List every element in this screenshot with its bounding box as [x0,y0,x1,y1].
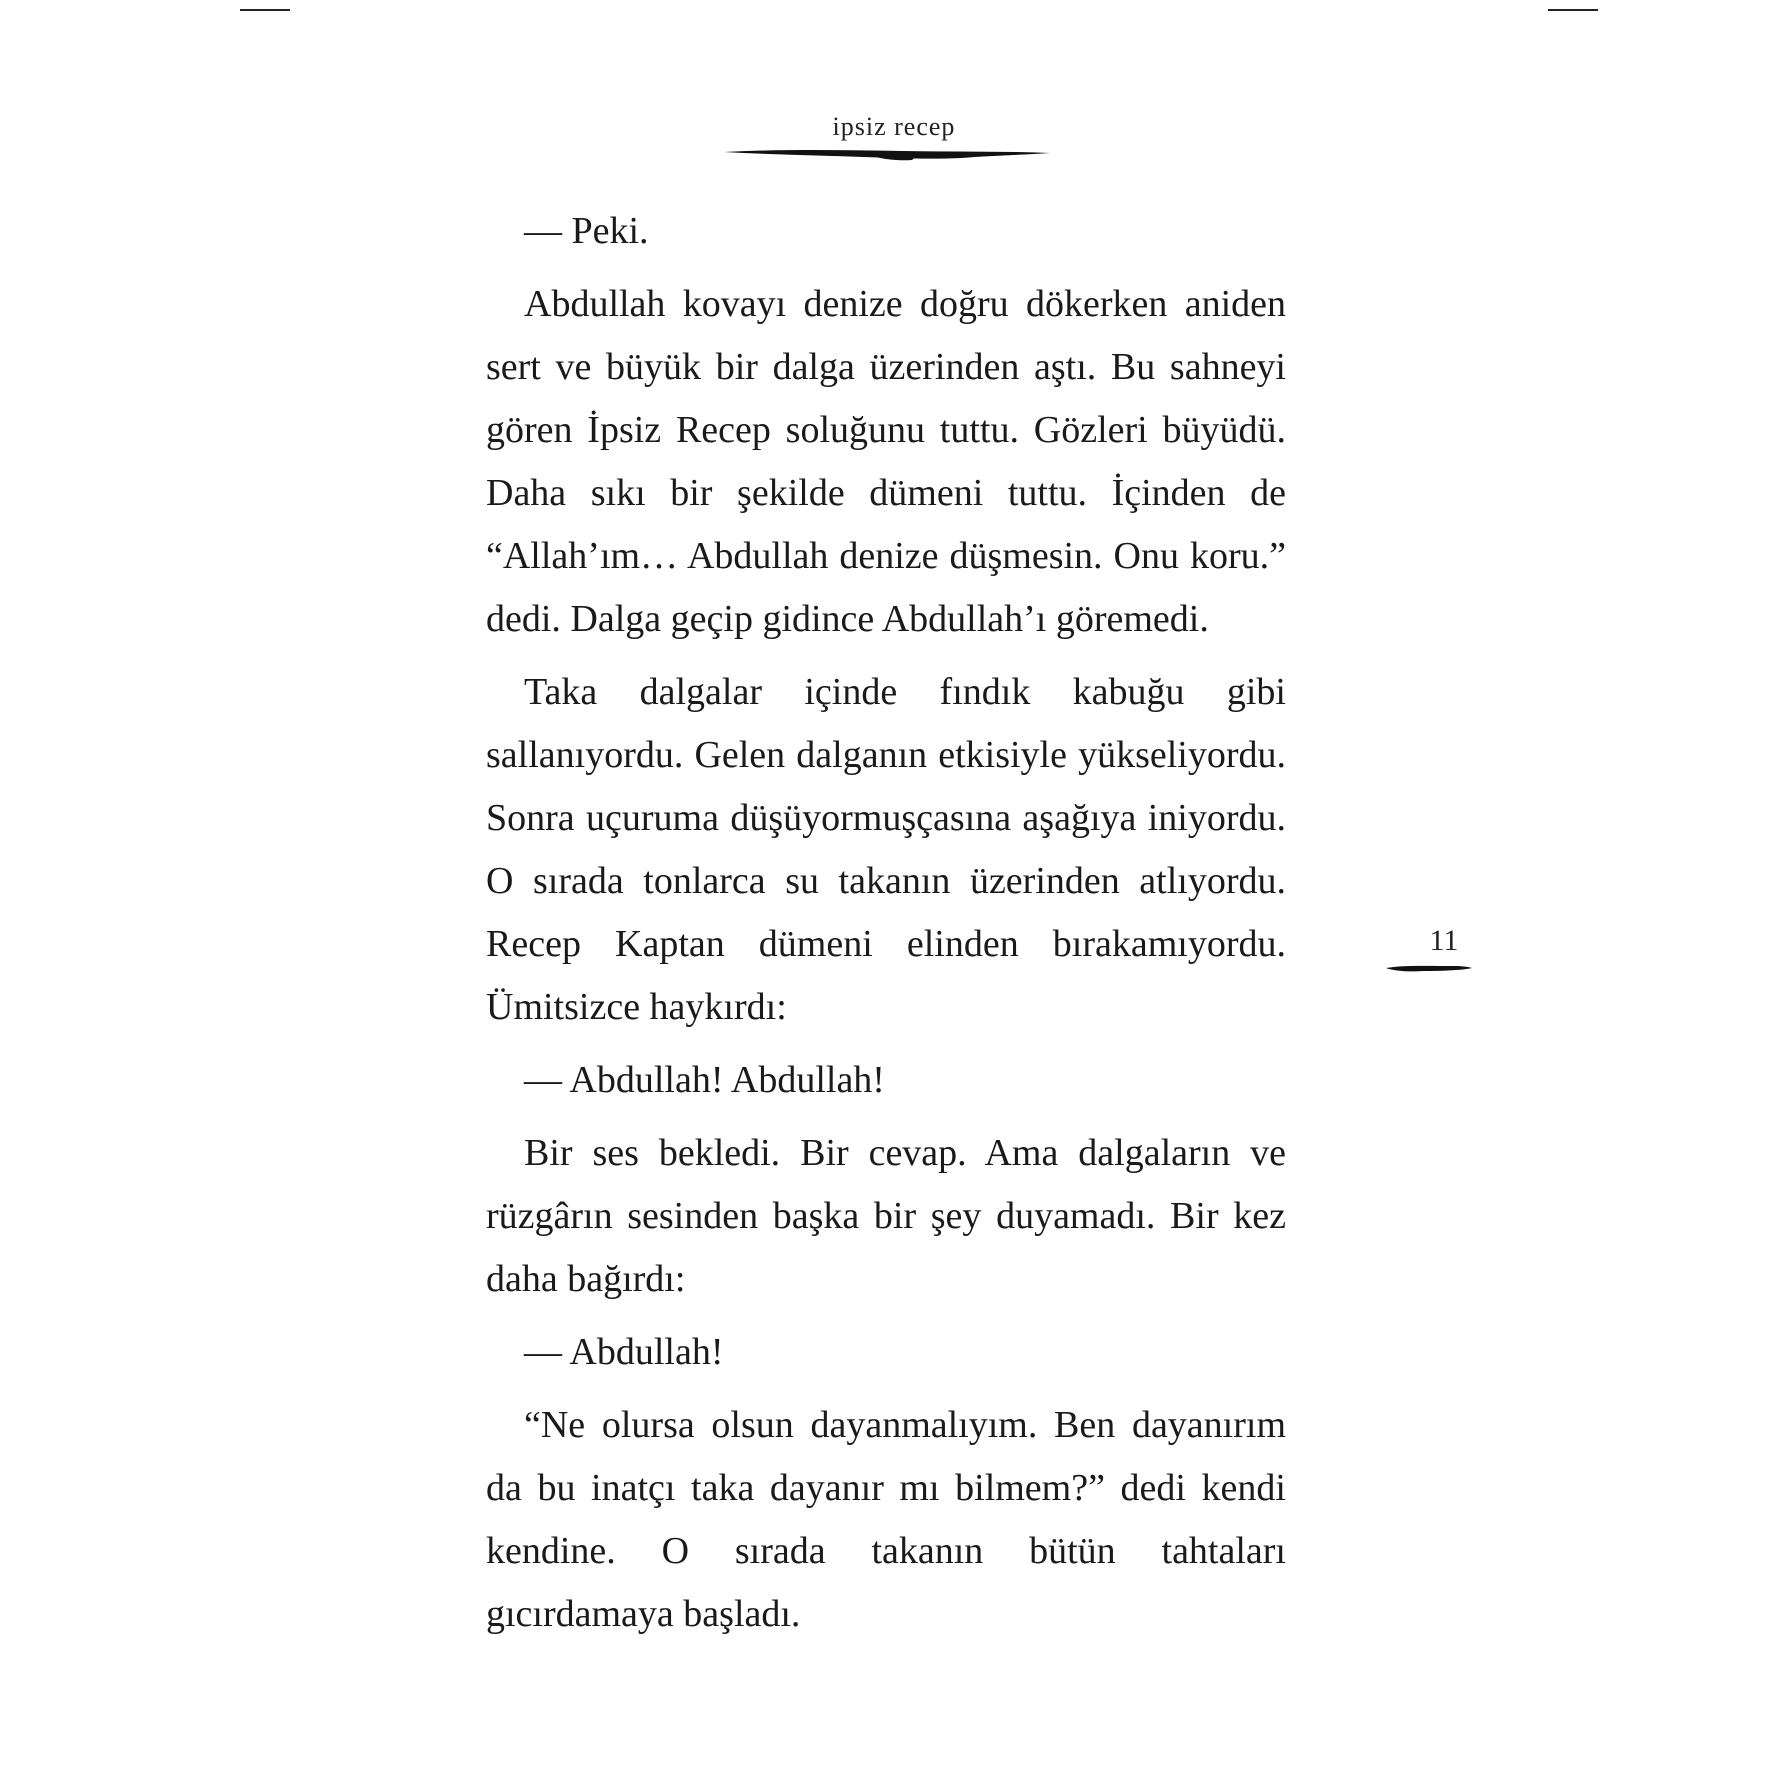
page-number-brush-icon [1384,960,1474,974]
brush-stroke-ornament [722,144,1052,164]
crop-mark-right [1548,9,1598,11]
paragraph-dialogue-1: — Peki. [524,210,649,252]
running-head: ipsiz recep [832,112,956,141]
page-body [486,200,1286,1656]
paragraph-dialogue-3: — Abdullah! [524,1331,724,1373]
paragraph-1: Abdullah kovayı denize doğru dökerken aniden sert ve büyük bir dalga üzerinden aştı. Bu sahneyi gören İpsiz Recep soluğunu tuttu. Gözleri büyüdü. Daha sıkı bir şekilde dümeni tuttu. İçinden de “Allah’ım… Abdullah denize düşmesin. Onu koru.” dedi. Dalga geçip gidince Abdullah’ı göremedi. [486,283,1286,640]
crop-mark-left [240,9,290,11]
paragraph-dialogue-2: — Abdullah! Abdullah! [524,1059,885,1101]
paragraph-3: Bir ses bekledi. Bir cevap. Ama dalgaların ve rüzgârın sesinden başka bir şey duyamadı. Bir kez daha bağırdı: [486,1132,1286,1300]
paragraph-4: “Ne olursa olsun dayanmalıyım. Ben dayanırım da bu inatçı taka dayanır mı bilmem?” dedi kendi kendine. O sırada takanın bütün tahtaları gıcırdamaya başladı. [486,1404,1286,1635]
paragraph-2: Taka dalgalar içinde fındık kabuğu gibi sallanıyordu. Gelen dalganın etkisiyle yükseliyordu. Sonra uçuruma düşüyormuşçasına aşağıya iniyordu. O sırada tonlarca su takanın üzerinden atlıyordu. Recep Kaptan dümeni elinden bırakamıyordu. Ümitsizce haykırdı: [486,671,1286,1028]
page-number: 11 [1429,924,1459,957]
